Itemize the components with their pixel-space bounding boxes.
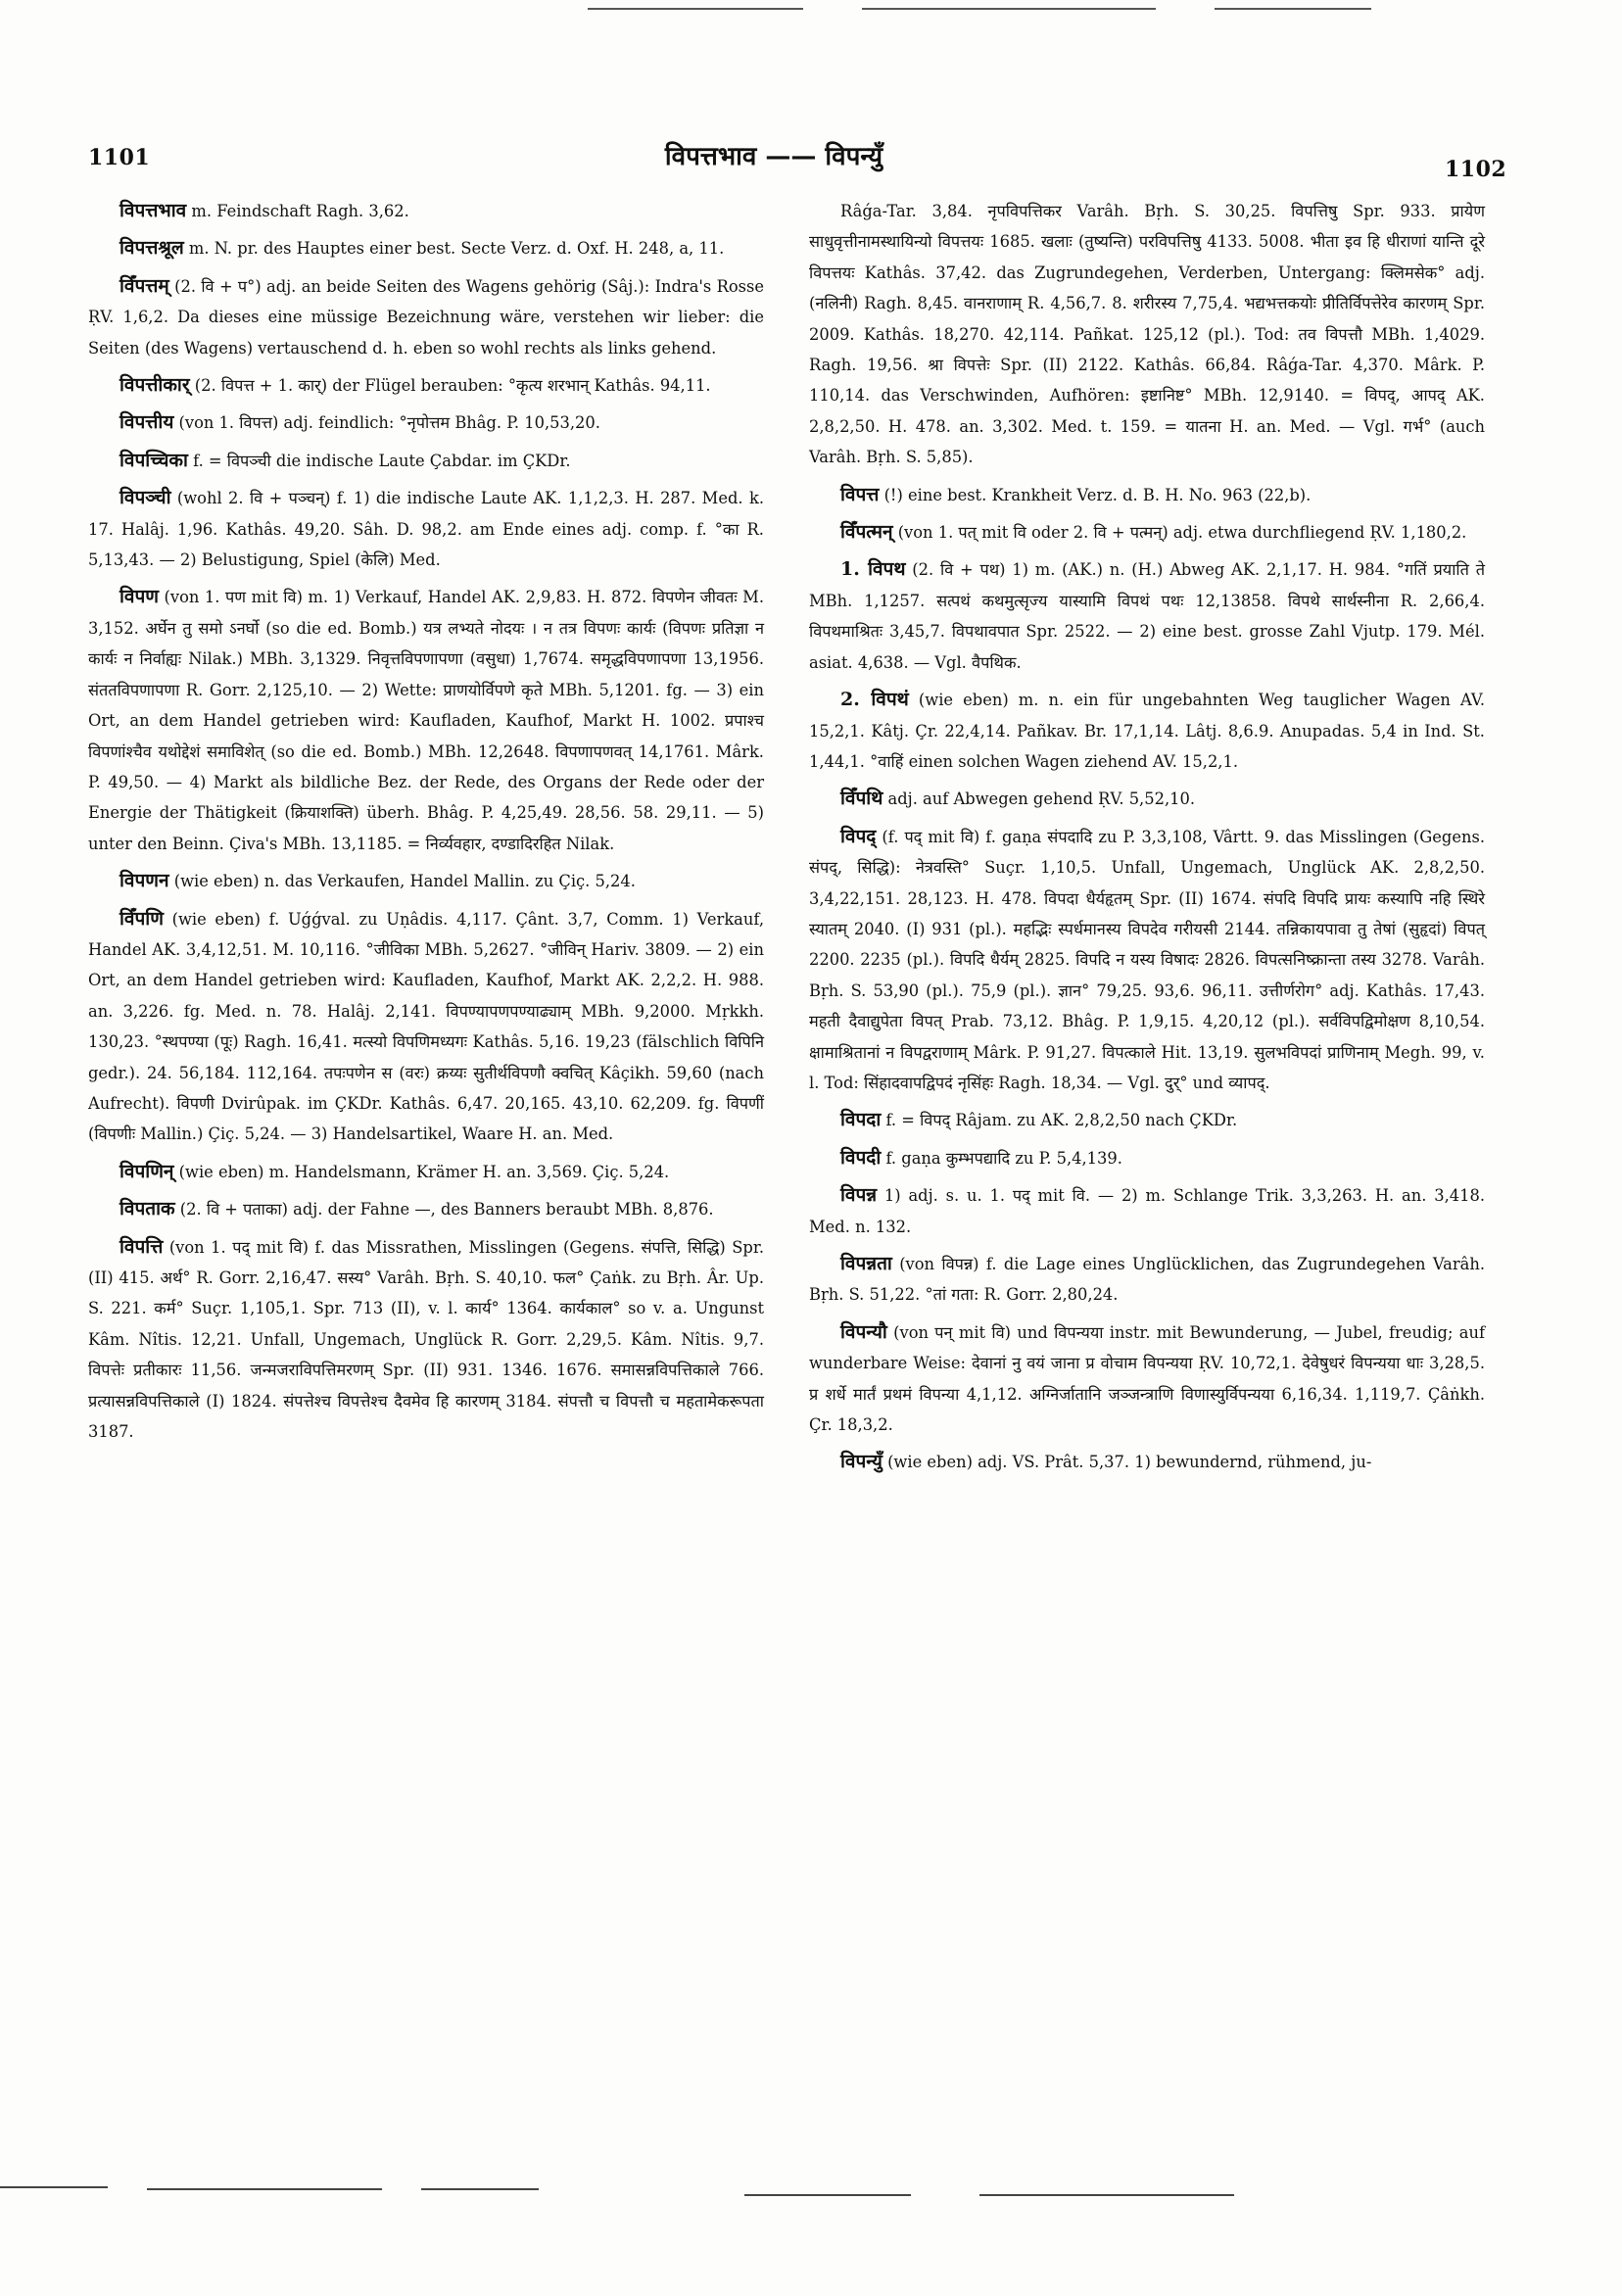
scan-artifact xyxy=(0,2186,108,2188)
page-number-left: 1101 xyxy=(88,145,151,170)
dictionary-entry xyxy=(809,554,1485,678)
entry-text: 1) adj. s. u. 1. पद् mit वि. — 2) m. Schlange Trik. 3,3,263. H. an. 3,418. Med. n. 132. xyxy=(809,1186,1485,1236)
entry-headword: विपद् xyxy=(840,825,877,847)
dictionary-entry xyxy=(809,822,1485,1099)
entry-text: (wie eben) n. das Verkaufen, Handel Mallin. zu Çiç. 5,24. xyxy=(168,872,636,891)
entry-text: (von पन् mit वि) und विपन्यया instr. mit Bewunderung, — Jubel, freudig; auf wunderbare Weise: देवानां नु वयं जाना प्र वोचाम विपन्यया ṚV. 10,72,1. देवेषुधरं विपन्यया धाः 3,28,5. प्र शर्धे मार्तं प्रथमं विपन्या 4,1,12. अग्निर्जातानि जञ्जन्त्राणि विणास्युर्विपन्यया 6,16,34. 1,119,7. Çâṅkh. Çr. 18,3,2. xyxy=(809,1322,1485,1435)
dictionary-entry xyxy=(88,271,764,363)
entry-text: (von 1. पद् mit वि) f. das Missrathen, Misslingen (Gegens. संपत्ति, सिद्धि) Spr. (II) 415. अर्थ° R. Gorr. 2,16,47. सस्य° Varâh. Bṛh. S. 40,10. फल° Çaṅk. zu Bṛh. Âr. Up. S. 221. कर्म° Suçr. 1,105,1. Spr. 713 (II), v. l. कार्य° 1364. कार्यकाल° so v. a. Ungunst Kâm. Nîtis. 12,21. Unfall, Ungemach, Unglück R. Gorr. 2,29,5. Kâm. Nîtis. 9,7. विपत्तेः प्रतीकारः 11,56. जन्मजराविपत्तिमरणम् Spr. (II) 931. 1346. 1676. समासन्नविपत्तिकाले 766. प्रत्यासन्नविपत्तिकाले (I) 1824. संपत्तेश्च विपत्तेश्च दैवमेव हि कारणम् 3184. संपत्तौ च विपत्तौ च महतामेकरूपता 3187. xyxy=(88,1237,764,1442)
dictionary-entry xyxy=(88,904,764,1150)
entry-text: f. gaṇa कुम्भपद्यादि zu P. 5,4,139. xyxy=(881,1148,1122,1168)
entry-text: f. = विपद् Râjam. zu AK. 2,8,2,50 nach ÇKDr. xyxy=(881,1111,1238,1130)
dictionary-entry xyxy=(809,1249,1485,1311)
dictionary-entry xyxy=(88,233,764,263)
dictionary-entry xyxy=(809,1180,1485,1242)
dictionary-entry xyxy=(88,1194,764,1224)
entry-text: (2. वि + प°) adj. an beide Seiten des Wagens gehörig (Sâj.): Indra's Rosse ṚV. 1,6,2. Da dieses eine müssige Bezeichnung wäre, verstehen wir lieber: die Seiten (des Wagens) vertauschend d. h. eben so wohl rechts als links gehend. xyxy=(88,276,764,358)
entry-text: Râǵa-Tar. 3,84. नृपविपत्तिकर Varâh. Bṛh. S. 30,25. विपत्तिषु Spr. 933. प्रायेण साधुवृत्तीनामस्थायिन्यो विपत्तयः 1685. खलाः (तुष्यन्ति) परविपत्तिषु 4133. 5008. भीता इव हि धीराणां यान्ति दूरे विपत्तयः Kathâs. 37,42. das Zugrundegehen, Verderben, Untergang: क्लिमसेक° adj. (नलिनी) Ragh. 8,45. वानराणाम् R. 4,56,7. 8. शरीरस्य 7,75,4. भद्यभत्तकयोः प्रीतिर्विपत्तेरेव कारणम् Spr. 2009. Kathâs. 18,270. 42,114. Pañkat. 125,12 (pl.). Tod: तव विपत्तौ MBh. 1,4029. Ragh. 19,56. श्रा विपत्तेः Spr. (II) 2122. Kathâs. 66,84. Râǵa-Tar. 4,370. Mârk. P. 110,14. das Verschwinden, Aufhören: इष्टानिष्ट° MBh. 12,9140. = विपद्, आपद् AK. 2,8,2,50. H. 478. an. 3,302. Med. t. 159. = यातना H. an. Med. — Vgl. गर्भ° (auch Varâh. Bṛh. S. 5,85). xyxy=(809,202,1485,467)
entry-text: (von 1. पत् mit वि oder 2. वि + पत्मन्) adj. etwa durchfliegend ṚV. 1,180,2. xyxy=(892,523,1467,543)
page-number-right: 1102 xyxy=(1445,157,1507,182)
dictionary-entry xyxy=(809,784,1485,814)
entry-headword: विँपत्तम् xyxy=(119,274,169,297)
scan-artifact xyxy=(588,8,803,10)
entry-headword: विपत्त xyxy=(840,483,880,505)
entry-text: (wie eben) m. Handelsmann, Krämer H. an. 3,569. Çiç. 5,24. xyxy=(173,1162,670,1181)
dictionary-entry xyxy=(88,196,764,226)
scan-artifact xyxy=(979,2194,1234,2196)
entry-headword: विपदी xyxy=(840,1146,882,1169)
entry-headword: विपन्यौ xyxy=(840,1320,887,1343)
entry-text: (von 1. पण mit वि) m. 1) Verkauf, Handel AK. 2,9,83. H. 872. विपणेन जीवतः M. 3,152. अर्घेन तु समो ऽनर्घो (so die ed. Bomb.) यत्र लभ्यते नोदयः । न तत्र विपणः कार्यः (विपणः प्रतिज्ञा न कार्यः न निर्वाह्यः Nilak.) MBh. 3,1329. निवृत्तविपणापणा (वसुधा) 1,7674. समृद्धविपणापणा 13,1956. संततविपणापणा R. Gorr. 2,125,10. — 2) Wette: प्राणयोर्विपणे कृते MBh. 5,1201. fg. — 3) ein Ort, an dem Handel getrieben wird: Kaufladen, Kaufhof, Markt H. 1002. प्रपाश्च विपणांश्चैव यथोद्देशं समाविशेत् (so die ed. Bomb.) MBh. 12,2648. विपणापणवत् 14,1761. Mârk. P. 49,50. — 4) Markt als bildliche Bez. der Rede, des Organs der Rede oder der Energie der Thätigkeit (क्रियाशक्ति) überh. Bhâg. P. 4,25,49. 28,56. 58. 29,11. — 5) unter den Beinn. Çiva's MBh. 13,1185. = निर्व्यवहार, दण्डादिरहित Nilak. xyxy=(88,588,764,853)
scan-artifact xyxy=(1215,8,1371,10)
entry-headword: 2. विपथं xyxy=(840,689,909,711)
entry-text: (wie eben) m. n. ein für ungebahnten Weg tauglicher Wagen AV. 15,2,1. Kâtj. Çr. 22,4,14. Pañkav. Br. 17,1,14. Lâtj. 8,6.9. Anupadas. 5,4 in Ind. St. 1,44,1. °वाहिं einen solchen Wagen ziehend AV. 15,2,1. xyxy=(809,691,1485,771)
dictionary-entry xyxy=(809,1447,1485,1477)
entry-text: (2. वि + पताका) adj. der Fahne —, des Banners beraubt MBh. 8,876. xyxy=(174,1200,714,1220)
entry-headword: विपन्युँ xyxy=(840,1451,883,1473)
scan-edge-bottom xyxy=(0,2165,1622,2296)
entry-text: (!) eine best. Krankheit Verz. d. B. H. No. 963 (22,b). xyxy=(879,485,1312,504)
dictionary-entry xyxy=(88,1157,764,1187)
entry-headword: विपन्न xyxy=(840,1184,878,1207)
dictionary-entry xyxy=(88,483,764,575)
entry-text: (2. विपत्त + 1. कार्) der Flügel berauben: °कृत्य शरभान् Kathâs. 94,11. xyxy=(189,376,711,396)
entry-text: f. = विपञ्ची die indische Laute Çabdar. im ÇKDr. xyxy=(187,451,571,470)
scan-artifact xyxy=(421,2188,539,2190)
dictionary-entry xyxy=(88,582,764,859)
dictionary-entry xyxy=(809,517,1485,548)
entry-text: (wohl 2. वि + पञ्चन्) f. 1) die indische Laute AK. 1,1,2,3. H. 287. Med. k. 17. Halâj. 1,96. Kathâs. 49,20. Sâh. D. 98,2. am Ende eines adj. comp. f. °का R. 5,13,43. — 2) Belustigung, Spiel (केलि) Med. xyxy=(88,489,764,570)
entry-headword: विपण xyxy=(119,586,160,608)
entry-headword: विपत्तश्रूल xyxy=(119,237,184,260)
dictionary-entry xyxy=(809,1143,1485,1173)
entry-headword: विपणिन् xyxy=(119,1160,174,1182)
dictionary-entry xyxy=(88,370,764,401)
entry-text: (2. वि + पथ) 1) m. (AK.) n. (H.) Abweg AK. 2,1,17. H. 984. °गतिं प्रयाति ते MBh. 1,1257. सत्पथं कथमुत्सृज्य यास्यामि विपथं पथः 12,13858. विपथे सार्थस्नीना R. 2,66,4. विपथमाश्रितः 3,45,7. विपथावपात Spr. 2522. — 2) eine best. grosse Zahl Vjutp. 179. Mél. asiat. 4,638. — Vgl. वैपथिक. xyxy=(809,560,1485,672)
entry-headword: विँपत्मन् xyxy=(840,521,893,544)
dictionary-entry xyxy=(88,446,764,476)
dictionary-entry xyxy=(809,480,1485,510)
entry-headword: विपणन xyxy=(119,870,169,892)
left-column xyxy=(88,196,764,1454)
scan-artifact xyxy=(147,2188,382,2190)
dictionary-entry xyxy=(809,196,1485,473)
running-head: विपत्तभाव —— विपन्युँ xyxy=(664,142,883,171)
right-column xyxy=(809,196,1485,1485)
dictionary-entry xyxy=(88,1232,764,1448)
entry-text: m. N. pr. des Hauptes einer best. Secte Verz. d. Oxf. H. 248, a, 11. xyxy=(183,239,725,259)
entry-headword: विपत्तीकार् xyxy=(119,374,190,397)
entry-text: (von विपन्न) f. die Lage eines Unglücklichen, das Zugrundegehen Varâh. Bṛh. S. 51,22. °तां गता: R. Gorr. 2,80,24. xyxy=(809,1255,1485,1305)
entry-headword: विपच्चिका xyxy=(119,449,188,471)
entry-text: (von 1. विपत्त) adj. feindlich: °नृपोत्तम Bhâg. P. 10,53,20. xyxy=(173,413,600,433)
entry-text: (wie eben) adj. VS. Prât. 5,37. 1) bewundernd, rühmend, ju- xyxy=(882,1453,1372,1472)
entry-headword: विपत्तीय xyxy=(119,411,174,434)
entry-headword: विपन्नता xyxy=(840,1253,892,1274)
entry-headword: विपत्तभाव xyxy=(119,200,187,221)
entry-text: adj. auf Abwegen gehend ṚV. 5,52,10. xyxy=(883,789,1196,809)
entry-text: (f. पद् mit वि) f. gaṇa संपदादि zu P. 3,3,108, Vârtt. 9. das Misslingen (Gegens. संपद्, सिद्धि): नेत्रवस्ति° Suçr. 1,10,5. Unfall, Ungemach, Unglück AK. 2,8,2,50. 3,4,22,151. 28,123. H. 478. विपदा धैर्यहृतम् Spr. (II) 1674. संपदि विपदि प्रायः कस्यापि नहि स्थिरे स्यातम् 2040. (I) 931 (pl.). महद्भिः स्पर्धमानस्य विपदेव गरीयसी 2144. तन्निकायपावा तु तेषां (सुहृदां) विपत् 2200. 2235 (pl.). विपदि धैर्यम् 2825. विपदि न यस्य विषादः 2826. विपत्सनिष्क्रान्ता तस्य 3278. Varâh. Bṛh. S. 53,90 (pl.). 75,9 (pl.). ज्ञान° 79,25. 93,6. 96,11. उत्तीर्णरोग° adj. Kathâs. 17,43. महती दैवाद्युपेता विपत् Prab. 73,12. Bhâg. P. 1,9,15. 4,20,12 (pl.). सर्वविपद्विमोक्षण 8,10,54. क्षामाश्रितानां न विपद्वराणाम् Mârk. P. 91,27. विपत्काले Hit. 13,19. सुलभविपदां प्राणिनाम् Megh. 99, v. l. Tod: सिंहादवापद्विपदं नृसिंहः Ragh. 18,34. — Vgl. दुर्° und व्यापद्. xyxy=(809,827,1486,1092)
dictionary-entry xyxy=(809,1317,1485,1441)
dictionary-entry xyxy=(809,685,1485,777)
scan-artifact xyxy=(744,2194,911,2196)
entry-headword: विपताक xyxy=(119,1198,175,1220)
entry-headword: विपदा xyxy=(840,1109,882,1131)
dictionary-entry xyxy=(88,407,764,438)
scan-artifact xyxy=(862,8,1156,10)
entry-headword: विँपणि xyxy=(119,907,164,930)
dictionary-entry xyxy=(88,866,764,896)
entry-headword: विँपथि xyxy=(840,788,883,810)
entry-text: m. Feindschaft Ragh. 3,62. xyxy=(186,202,409,220)
scan-edge-top xyxy=(0,0,1622,39)
entry-headword: विपञ्ची xyxy=(119,487,171,509)
entry-text: (wie eben) f. Uǵǵval. zu Uṇâdis. 4,117. Çânt. 3,7, Comm. 1) Verkauf, Handel AK. 3,4,12,51. M. 10,116. °जीविका MBh. 5,2627. °जीविन् Hariv. 3809. — 2) ein Ort, an dem Handel getrieben wird: Kaufladen, Kaufhof, Markt AK. 2,2,2. H. 988. an. 3,226. fg. Med. n. 78. Halâj. 2,141. विपण्यापणपण्याढ्याम् MBh. 9,2000. Mṛkkh. 130,23. °स्थपण्या (पूः) Ragh. 16,41. मत्स्यो विपणिमध्यगः Kathâs. 5,16. 19,23 (fälschlich विपिनि gedr.). 24. 56,184. 112,164. तपःपणेन स (वरः) क्रय्यः सुतीर्थविपणौ क्वचित् Kâçikh. 59,60 (nach Aufrecht). विपणी Dvirûpak. im ÇKDr. Kathâs. 6,47. 20,165. 43,10. 62,209. fg. विपणीं (विपणीः Mallin.) Çiç. 5,24. — 3) Handelsartikel, Waare H. an. Med. xyxy=(88,909,764,1144)
entry-headword: विपत्ति xyxy=(119,1235,164,1258)
entry-headword: 1. विपथ xyxy=(840,558,906,581)
dictionary-entry xyxy=(809,1105,1485,1135)
